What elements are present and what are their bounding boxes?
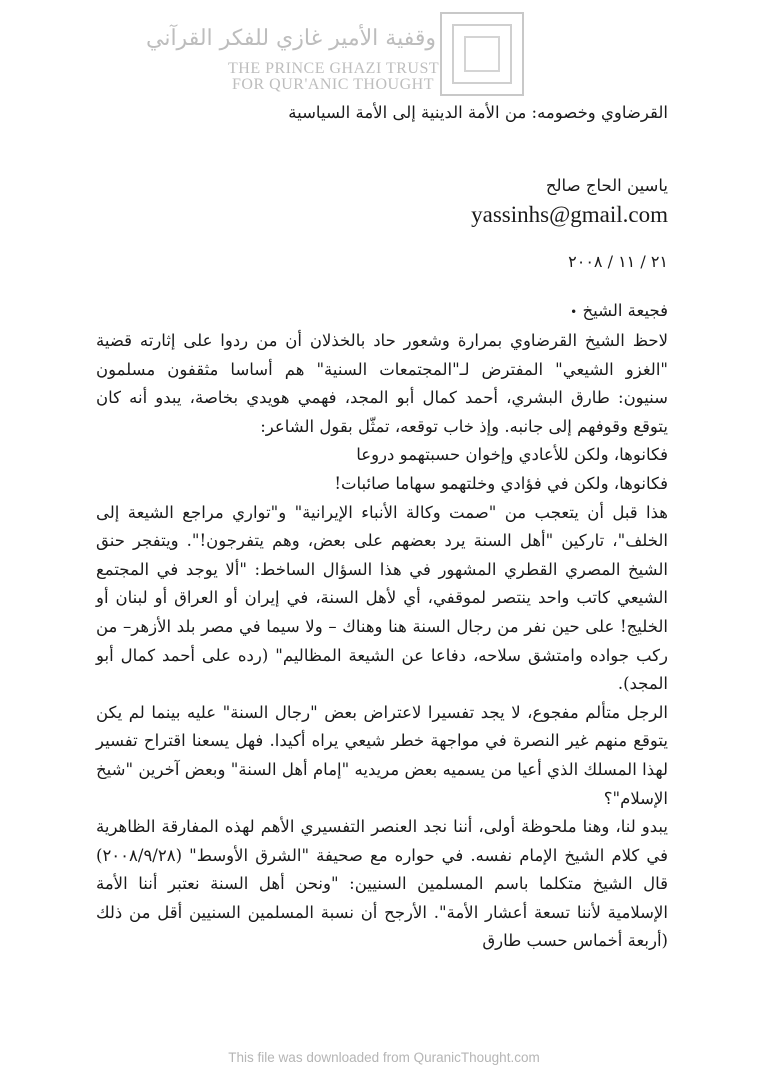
logo-english-line2: FOR QUR'ANIC THOUGHT xyxy=(232,76,434,93)
verse-line-1: فكانوها، ولكن للأعادي وإخوان حسبتهمو دروعا xyxy=(356,445,668,465)
logo-emblem-icon xyxy=(440,12,524,96)
document-date: ٢١ / ١١ / ٢٠٠٨ xyxy=(568,252,668,271)
logo-english-line1: THE PRINCE GHAZI TRUST xyxy=(228,60,440,77)
download-footer: This file was downloaded from QuranicThought.com xyxy=(228,1050,540,1065)
author-name: ياسين الحاج صالح xyxy=(545,176,668,195)
paragraph-3: الرجل متألم مفجوع، لا يجد تفسيرا لاعتراض بعض "رجال السنة" عليه بينما لم يكن يتوقع منهم غير النصرة في مواجهة خطر شيعي يراه أكيدا. فهل يسعنا اقتراح تفسير لهذا المسلك الذي أعيا من يسميه بعض مريديه "إمام أهل السنة" وبعض آخرين "شيخ الإسلام"؟ xyxy=(96,702,668,808)
section-heading xyxy=(96,296,668,327)
author-email: yassinhs@gmail.com xyxy=(471,202,668,227)
paragraph-1: لاحظ الشيخ القرضاوي بمرارة وشعور حاد بالخذلان أن من ردوا على إثارته قضية "الغزو الشيعي" المفترض لـ"المجتمعات السنية" هم أساسا مثقفون مسلمون سنيون: طارق البشري، أحمد كمال أبو المجد، فهمي هويدي بخاصة، يبدو أنه كان يتوقع وقوفهم إلى جانبه. وإذ خاب توقعه، تمثّل بقول الشاعر: xyxy=(96,331,668,436)
logo-arabic-text: وقفية الأمير غازي للفكر القرآني xyxy=(145,26,436,51)
document-body xyxy=(96,100,668,956)
document-title: القرضاوي وخصومه: من الأمة الدينية إلى الأمة السياسية xyxy=(288,103,668,122)
trust-logo xyxy=(145,12,528,104)
bullet-icon: • xyxy=(570,305,578,319)
paragraph-4: يبدو لنا، وهنا ملحوظة أولى، أننا نجد العنصر التفسيري الأهم لهذه المفارقة الظاهرية في كلام الشيخ الإمام نفسه. في حواره مع صحيفة "الشرق الأوسط" (٢٠٠٨/٩/٢٨) قال الشيخ متكلما باسم المسلمين السنيين: "ونحن أهل السنة نعتبر أننا الأمة الإسلامية لأننا تسعة أعشار الأمة". الأرجح أن نسبة المسلمين السنيين أقل من ذلك (أربعة أخماس حسب طارق xyxy=(96,817,668,951)
verse-line-2: فكانوها، ولكن في فؤادي وخلتهمو سهاما صائبات! xyxy=(334,473,668,493)
section-heading-text: فجيعة الشيخ xyxy=(582,301,668,320)
paragraph-2: هذا قبل أن يتعجب من "صمت وكالة الأنباء الإيرانية" و"تواري مراجع الشيعة إلى الخلف"، تاركين "أهل السنة يرد بعضهم على بعض، وهم يتفرجون!". ويتفجر حنق الشيخ المصري القطري المشهور في هذا السؤال الساخط: "ألا يوجد في المجتمع الشيعي كاتب واحد ينتصر لموقفي، أي لأهل السنة، في إيران أو العراق أو لبنان أو الخليج! على حين نفر من رجال السنة هنا وهناك – ولا سيما في مصر بلد الأزهر– من ركب جواده وامتشق سلاحه، دفاعا عن الشيعة المظاليم" (رده على أحمد كمال أبو المجد). xyxy=(96,502,668,694)
